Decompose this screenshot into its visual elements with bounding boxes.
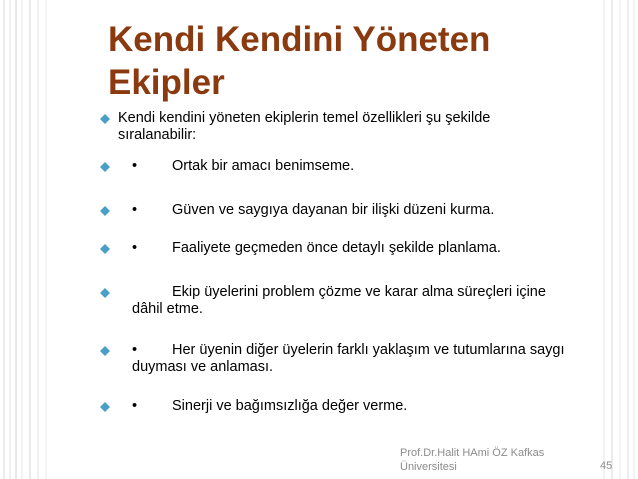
bullet-text: Her üyenin diğer üyelerin farklı yaklaşım ve tutumlarına saygı xyxy=(172,342,565,358)
bullet-text-continuation: dâhil etme. xyxy=(132,301,203,317)
bullet-text: Faaliyete geçmeden önce detaylı şekilde planlama. xyxy=(172,240,501,256)
bullet-text-row xyxy=(132,284,612,301)
diamond-bullet-icon xyxy=(100,402,110,412)
bullet-text: Ortak bir amacı benimseme. xyxy=(172,158,355,174)
footer-author xyxy=(400,446,570,474)
bullet-text-row xyxy=(132,202,612,219)
bullet-marker: • xyxy=(132,240,138,256)
bullet-text-row xyxy=(132,240,612,257)
bullet-marker: • xyxy=(132,158,138,174)
bullet-marker: • xyxy=(132,342,138,358)
title-line-2: Ekipler xyxy=(108,63,225,102)
footer-line-1: Prof.Dr.Halit HAmi ÖZ Kafkas xyxy=(400,447,545,459)
diamond-bullet-icon xyxy=(100,346,110,356)
bullet-text-continuation: duyması ve anlaması. xyxy=(132,359,274,375)
bullet-text: Güven ve saygıya dayanan bir ilişki düzeni kurma. xyxy=(172,202,495,218)
slide-title xyxy=(108,18,588,104)
bullet-text-row xyxy=(132,158,612,175)
page-number: 45 xyxy=(600,460,613,472)
diamond-bullet-icon xyxy=(100,162,110,172)
diamond-bullet-icon xyxy=(100,206,110,216)
bullet-text-row xyxy=(132,342,612,359)
bullet-text: Sinerji ve bağımsızlığa değer verme. xyxy=(172,398,408,414)
diamond-bullet-icon xyxy=(100,244,110,254)
left-decoration-lines xyxy=(0,0,50,479)
footer-line-2: Üniversitesi xyxy=(400,461,457,473)
title-line-1: Kendi Kendini Yöneten xyxy=(108,20,491,59)
bullet-marker: • xyxy=(132,202,138,218)
bullet-text: Ekip üyelerini problem çözme ve karar alma süreçleri içine xyxy=(172,284,546,300)
diamond-bullet-icon xyxy=(100,288,110,298)
bullet-marker: • xyxy=(132,398,138,414)
bullet-text: Kendi kendini yöneten ekiplerin temel özellikleri şu şekilde sıralanabilir: xyxy=(118,110,491,143)
diamond-bullet-icon xyxy=(100,114,110,124)
bullet-text-row xyxy=(132,398,612,415)
